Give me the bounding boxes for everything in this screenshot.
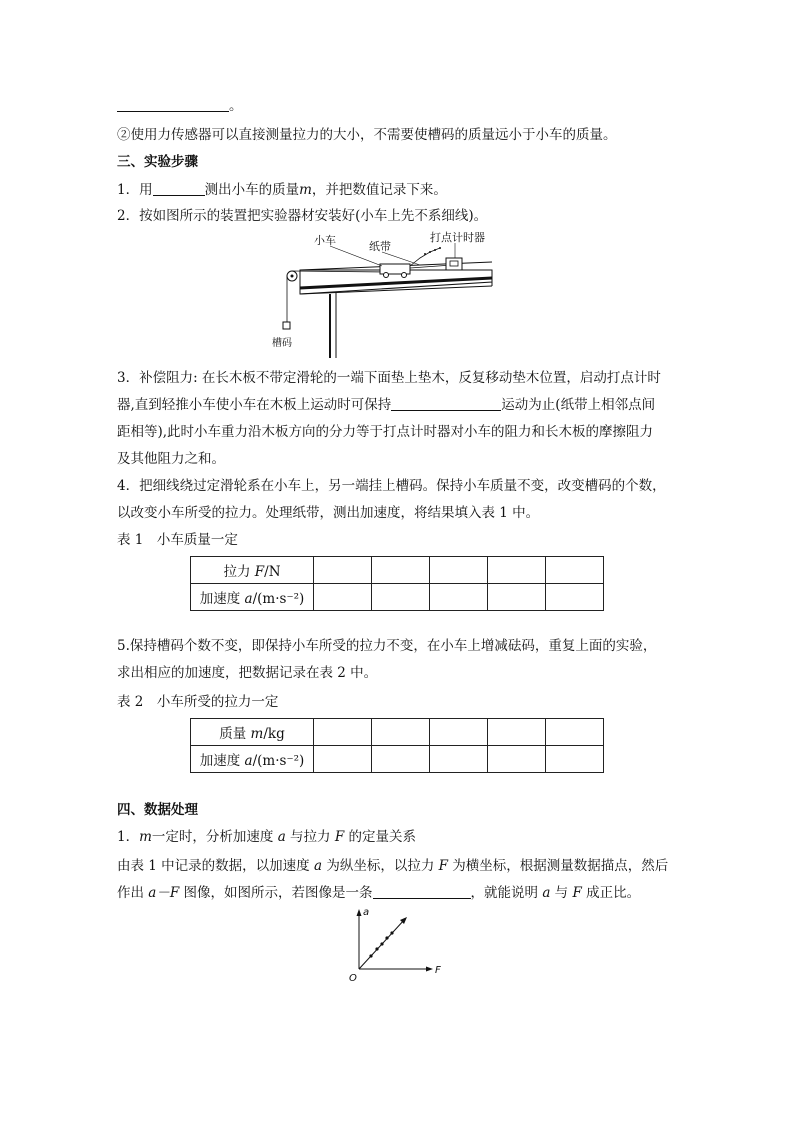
step-3-line-2: 器,直到轻推小车使小车在木板上运动时可保持 运动为止(纸带上相邻点间 xyxy=(117,397,656,413)
step-4-line-2: 以改变小车所受的拉力。处理纸带，测出加速度，将结果填入表 1 中。 xyxy=(117,505,540,521)
table-1-caption: 表 1 小车质量一定 xyxy=(117,532,238,548)
step-3-line-3: 距相等),此时小车重力沿木板方向的分力等于打点计时器对小车的阻力和长木板的摩擦阻力 xyxy=(117,424,654,440)
data-point xyxy=(369,954,372,957)
ticker-timer xyxy=(446,258,462,270)
table-cell[interactable] xyxy=(546,557,604,584)
answer-blank[interactable] xyxy=(391,396,501,411)
table-cell[interactable] xyxy=(488,557,546,584)
data-point xyxy=(390,931,393,934)
table-cell[interactable] xyxy=(430,557,488,584)
y-axis-label: a xyxy=(363,907,370,918)
section-heading-data: 四、数据处理 xyxy=(117,802,198,818)
table-row xyxy=(191,719,604,746)
step-4-line-1: 4．把细线绕过定滑轮系在小车上，另一端挂上槽码。保持小车质量不变，改变槽码的个数， xyxy=(117,478,666,494)
table-cell[interactable] xyxy=(314,557,372,584)
table-cell[interactable] xyxy=(430,746,488,773)
table-header-cell: 加速度 a/(m·s⁻²) xyxy=(191,584,314,611)
label-hook-weight: 槽码 xyxy=(272,338,292,349)
table-2 xyxy=(190,718,604,773)
step-3-line-4: 及其他阻力之和。 xyxy=(117,451,225,467)
section-heading-steps: 三、实验步骤 xyxy=(117,154,198,170)
origin-label: O xyxy=(349,973,357,984)
a-F-graph xyxy=(345,905,445,985)
table-cell[interactable] xyxy=(488,746,546,773)
table-cell[interactable] xyxy=(372,557,430,584)
table-row xyxy=(191,557,604,584)
data-point xyxy=(385,936,388,939)
table-row xyxy=(191,584,604,611)
answer-blank[interactable] xyxy=(117,97,229,112)
table-cell[interactable] xyxy=(430,719,488,746)
table-cell[interactable] xyxy=(314,584,372,611)
label-tape: 纸带 xyxy=(369,240,391,253)
note-line-2: ②使用力传感器可以直接测量拉力的大小，不需要使槽码的质量远小于小车的质量。 xyxy=(117,127,617,143)
step-5-line-1: 5.保持槽码个数不变，即保持小车所受的拉力不变，在小车上增减砝码，重复上面的实验， xyxy=(117,638,657,654)
hook-weight xyxy=(283,322,290,329)
table-row xyxy=(191,746,604,773)
table-cell[interactable] xyxy=(372,719,430,746)
data-point xyxy=(375,947,378,950)
fill-line-0: 。 xyxy=(117,97,243,115)
answer-blank[interactable] xyxy=(373,884,471,899)
table-cell[interactable] xyxy=(430,584,488,611)
table-header-cell: 加速度 a/(m·s⁻²) xyxy=(191,746,314,773)
label-timer: 打点计时器 xyxy=(430,231,485,244)
label-cart: 小车 xyxy=(314,234,336,247)
table-cell[interactable] xyxy=(372,584,430,611)
data-processing-1: 1．m一定时，分析加速度 a 与拉力 F 的定量关系 xyxy=(117,829,417,845)
table-2-caption: 表 2 小车所受的拉力一定 xyxy=(117,694,279,710)
step-5-line-2: 求出相应的加速度，把数据记录在表 2 中。 xyxy=(117,665,378,681)
table-header-cell: 质量 m/kg xyxy=(191,719,314,746)
step-2: 2．按如图所示的装置把实验器材安装好(小车上先不系细线)。 xyxy=(117,208,488,224)
data-processing-text-1: 由表 1 中记录的数据，以加速度 a 为纵坐标，以拉力 F 为横坐标，根据测量数据描点，然后 xyxy=(117,858,669,874)
data-point xyxy=(380,942,383,945)
table-header-cell: 拉力 F/N xyxy=(191,557,314,584)
step-1: 1．用 测出小车的质量m，并把数值记录下来。 xyxy=(117,182,447,198)
data-processing-text-2: 作出 a－F 图像，如图所示，若图像是一条 ，就能说明 a 与 F 成正比。 xyxy=(117,885,641,901)
table-cell[interactable] xyxy=(314,746,372,773)
step-3-line-1: 3．补偿阻力: 在长木板不带定滑轮的一端下面垫上垫木，反复移动垫木位置，启动打点计时 xyxy=(117,370,661,386)
table-cell[interactable] xyxy=(372,746,430,773)
table-cell[interactable] xyxy=(546,719,604,746)
table-1 xyxy=(190,556,604,611)
table-cell[interactable] xyxy=(314,719,372,746)
table-cell[interactable] xyxy=(488,719,546,746)
x-axis-label: F xyxy=(435,965,441,976)
answer-blank[interactable] xyxy=(153,181,205,196)
table-cell[interactable] xyxy=(546,584,604,611)
table-cell[interactable] xyxy=(546,746,604,773)
table-cell[interactable] xyxy=(488,584,546,611)
apparatus-figure xyxy=(270,230,510,360)
